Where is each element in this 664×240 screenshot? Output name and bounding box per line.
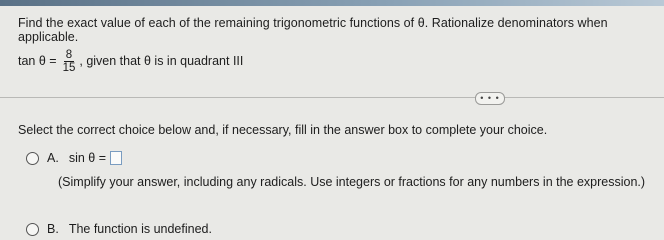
choice-b-radio[interactable] [26,223,39,236]
answer-hint: (Simplify your answer, including any radicals. Use integers or fractions for any numbers in the expression.) [58,175,646,189]
fraction-numerator: 8 [65,48,73,61]
choice-a-letter: A. [47,151,59,165]
answer-input-box[interactable] [110,151,122,165]
top-banner [0,0,664,6]
answer-prompt: Select the correct choice below and, if necessary, fill in the answer box to complete your choice. [18,123,548,137]
question-instruction: Find the exact value of each of the remaining trigonometric functions of θ. Rationalize denominators when applicable. [18,16,608,44]
choice-a-text: sin θ = [68,151,106,165]
choice-a[interactable] [26,151,122,165]
choice-a-radio[interactable] [26,152,39,165]
choice-b-text: The function is undefined. [68,222,212,236]
section-divider [0,97,664,98]
more-options-button[interactable]: • • • [475,92,505,105]
given-fraction [61,49,78,74]
choice-b[interactable] [26,222,212,236]
given-condition [18,48,243,74]
given-lhs: tan θ = [18,54,57,68]
fraction-denominator: 15 [62,61,76,74]
choice-b-letter: B. [47,222,59,236]
given-suffix: , given that θ is in quadrant III [79,54,244,68]
